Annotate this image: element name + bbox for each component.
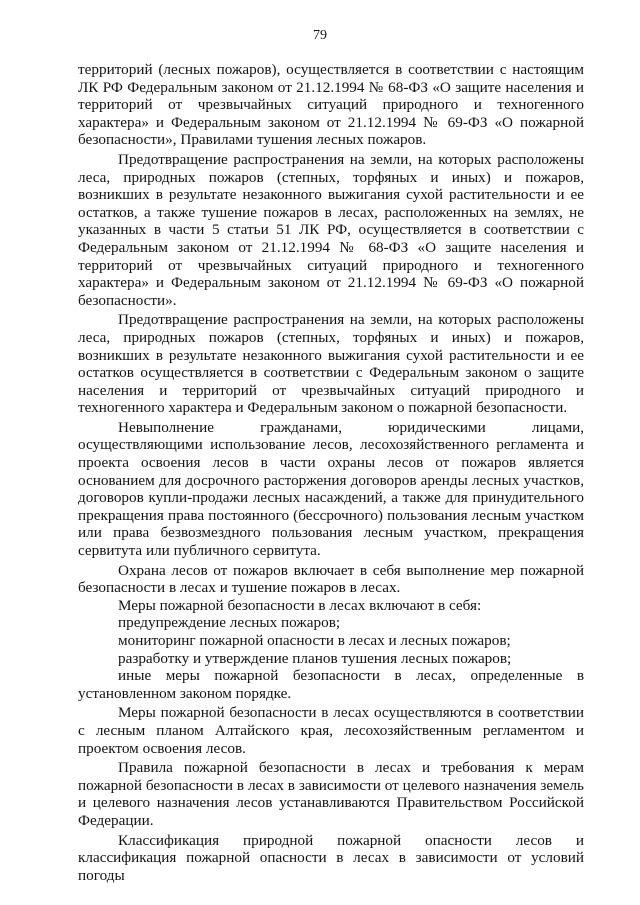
paragraph-measures-implementation: Меры пожарной безопасности в лесах осуществляются в соответствии с лесным планом Алтайского края, лесохозяйственным регламентом и проектом освоения лесов. bbox=[78, 704, 584, 757]
paragraph-classification: Классификация природной пожарной опасности лесов и классификация пожарной опасности в лесах в зависимости от условий погоды bbox=[78, 831, 584, 884]
page-number: 79 bbox=[313, 28, 327, 43]
paragraph-safety-rules: Правила пожарной безопасности в лесах и требования к мерам пожарной безопасности в лесах в зависимости от целевого назначения земель и целевого назначения лесов устанавливаются Правительством Российской Федерации. bbox=[78, 759, 584, 829]
list-item-plans: разработку и утверждение планов тушения лесных пожаров; bbox=[118, 649, 512, 667]
paragraph-fire-spread-prevention-laws: Предотвращение распространения на земли, на которых расположены леса, природных пожаров (степных, торфяных и иных) и пожаров, возникших в результате незаконного выжигания сухой растительности и ее остатков осуществляется в соответствии с Федеральным законом о защите населения и территорий от чрезвычайных ситуаций природного и техногенного характера и Федеральным законом о пожарной безопасности. bbox=[78, 311, 584, 417]
paragraph-measures-intro: Меры пожарной безопасности в лесах включают в себя: bbox=[118, 596, 482, 614]
list-item-prevention: предупреждение лесных пожаров; bbox=[118, 614, 341, 632]
list-item-monitoring: мониторинг пожарной опасности в лесах и лесных пожаров; bbox=[118, 632, 511, 649]
paragraph-non-compliance: Невыполнение гражданами, юридическими лицами, осуществляющими использование лесов, лесохозяйственного регламента и проекта освоения лесов в части охраны лесов от пожаров является основанием для досрочного расторжения договоров аренды лесных участков, договоров купли-продажи лесных насаждений, а также для принудительного прекращения права постоянного (бессрочного) пользования лесным участком или права безвозмездного пользования лесным участком, прекращения сервитута или публичного сервитута. bbox=[78, 418, 584, 560]
paragraph-continuation: территорий (лесных пожаров), осуществляется в соответствии с настоящим ЛК РФ Федеральным законом от 21.12.1994 № 68-ФЗ «О защите населения и территорий от чрезвычайных ситуаций природного и техногенного характера» и Федеральным законом от 21.12.1994 № 69-ФЗ «О пожарной безопасности», Правилами тушения лесных пожаров. bbox=[78, 61, 584, 149]
paragraph-forest-protection: Охрана лесов от пожаров включает в себя выполнение мер пожарной безопасности в лесах и тушение пожаров в лесах. bbox=[78, 561, 584, 597]
list-item-other-measures: иные меры пожарной безопасности в лесах, определенные в установленном законом порядке. bbox=[78, 667, 584, 702]
paragraph-fire-spread-prevention: Предотвращение распространения на земли, на которых расположены леса, природных пожаров (степных, торфяных и иных) и пожаров, возникших в результате незаконного выжигания сухой растительности и ее остатков, а также тушение пожаров в лесах, расположенных на землях, не указанных в части 5 статьи 51 ЛК РФ, осуществляется в соответствии с Федеральным законом от 21.12.1994 № 68-ФЗ «О защите населения и территорий от чрезвычайных ситуаций природного и техногенного характера» и Федеральным законом от 21.12.1994 № 69-ФЗ «О пожарной безопасности». bbox=[78, 150, 584, 309]
document-body bbox=[78, 61, 584, 884]
